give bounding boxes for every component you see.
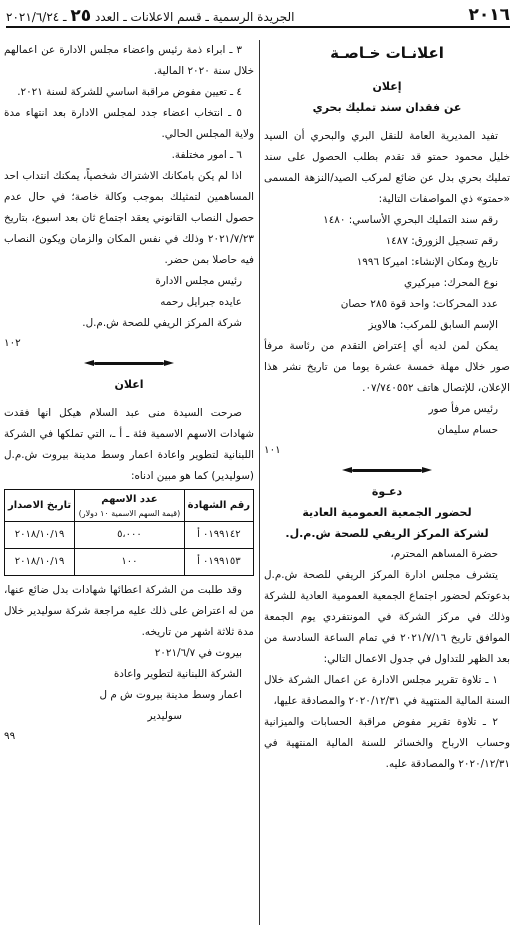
notice2-heading: دعـوة	[371, 485, 403, 498]
agenda-item: ٢ ـ تلاوة تقرير مفوض مراقبة الحسابات والميزانية وحساب الارباح والخسائر للسنة المالية المنتهية في ٢٠٢٠/١٢/٣١ والمصادقة عليه.	[264, 716, 510, 770]
col-header-date: تاريخ الاصدار	[5, 490, 75, 522]
spec-line: تاريخ ومكان الإنشاء: اميركا ١٩٩٦	[356, 256, 498, 268]
spec-line: رقم تسجيل الزورق: ١٤٨٧	[385, 235, 498, 247]
notice-number: ١٠٢	[4, 337, 21, 349]
cell-date: ٢٠١٨/١٠/١٩	[5, 522, 75, 549]
company-line: سوليدير	[147, 710, 182, 722]
notice1-heading: إعلان	[372, 80, 402, 93]
notice3-closing: وقد طلبت من الشركة اعطائها شهادات بدل ضائع عنها، من له اعتراض على ذلك عليه مراجعة شركة سوليدير خلال مدة ثلاثة اشهر من تاريخه.	[4, 584, 254, 638]
notice-number: ٩٩	[4, 730, 16, 742]
place-date: بيروت في ٢٠٢١/٦/٧	[154, 647, 242, 659]
cell-certificate: ٠١٩٩١٥٣ أ	[184, 549, 253, 576]
notice-number: ١٠١	[264, 444, 281, 456]
company-line: الشركة اللبنانية لتطوير واعادة	[113, 668, 242, 680]
cell-shares: ٥،٠٠٠	[75, 522, 185, 549]
left-column	[4, 40, 254, 925]
salutation: حضرة المساهم المحترم،	[390, 548, 498, 560]
col-header-shares	[75, 490, 185, 522]
notice1-body: تفيد المديرية العامة للنقل البري والبحري أن السيد خليل محمود حمتو قد تقدم بطلب الحصول على سند تمليك بحري بدل عن ضائع لمركب الصيد/النزهة المسمى «حمتو» ذي المواصفات التالية:	[264, 130, 510, 205]
table-header-row	[5, 490, 254, 522]
notice-divider	[4, 356, 254, 370]
spec-line: نوع المحرك: ميركيري	[403, 277, 498, 289]
spec-line: رقم سند التمليك البحري الأساسي: ١٤٨٠	[323, 214, 498, 226]
page-number: ٢٠١٦	[468, 5, 510, 25]
agenda-item: ٣ ـ ابراء ذمة رئيس واعضاء مجلس الادارة عن اعمالهم خلال سنة ٢٠٢٠ المالية.	[4, 44, 254, 77]
col-header-shares-label: عدد الاسهم	[101, 494, 158, 505]
agenda-item: ٦ ـ امور مختلفة.	[171, 149, 242, 161]
signer-title: رئيس مرفأ صور	[428, 403, 498, 415]
company-line: اعمار وسط مدينة بيروت ش م ل	[99, 689, 242, 701]
issue-date: ـ ٢٠٢١/٦/٢٤	[6, 10, 67, 24]
table-row	[5, 522, 254, 549]
signature-line: رئيس مجلس الادارة	[155, 275, 242, 287]
col-header-certificate: رقم الشهادة	[184, 490, 253, 522]
notice2-subheading: لحضور الجمعية العمومية العادية	[302, 506, 472, 519]
issue-number: ٢٥	[70, 6, 92, 26]
notice2-company: لشركة المركز الريفي للصحة ش.م.ل.	[285, 527, 489, 540]
notice3-body: صرحت السيدة منى عبد السلام هيكل انها فقدت شهادات الاسهم الاسمية فئة ـ أ ـ، التي تملكها في الشركة اللبنانية لتطوير واعادة اعمار وسط مدينة بيروت ش.م.ل (سوليدير) كما هو مبين ادناه:	[4, 407, 254, 482]
notice1-closing: يمكن لمن لديه أي إعتراض التقدم من رئاسة مرفأ صور خلال مهلة خمسة عشرة يوما من تاريخ نشر هذا الإعلان، للإتصال هاتف ٠٧/٧٤٠٥٥٢.	[264, 340, 510, 394]
right-column	[264, 40, 510, 925]
notice3-heading: اعلان	[114, 378, 144, 391]
table-row	[5, 549, 254, 576]
agenda-item: ٥ ـ انتخاب اعضاء جدد لمجلس الادارة بعد انتهاء مدة ولاية المجلس الحالي.	[4, 107, 254, 140]
share-certificates-table	[4, 489, 254, 576]
signer-name: حسام سليمان	[437, 424, 498, 436]
agenda-item: ٤ ـ تعيين مفوض مراقبة اساسي للشركة لسنة ٢٠٢١.	[17, 86, 242, 98]
gazette-title: الجريدة الرسمية ـ قسم الاعلانات ـ العدد	[94, 10, 295, 24]
page-header	[6, 4, 510, 28]
signature-line: عايده جبرايل رحمه	[160, 296, 242, 308]
notice-divider	[264, 463, 510, 477]
notice2-body: يتشرف مجلس ادارة المركز الريفي للصحة ش.م.ل بدعوتكم لحضور اجتماع الجمعية العمومية العادية للشركة وذلك في مركز الشركة في المونتفردي يوم الجمعة الموافق تاريخ ٢٠٢١/٧/١٦ في تمام الساعة السادسة من بعد الظهر للتداول في جدول الاعمال التالي:	[264, 569, 510, 665]
section-title: اعلانـات خـاصـة	[330, 44, 444, 62]
column-divider	[259, 40, 260, 925]
notice1-subheading: عن فقدان سند تمليك بحري	[312, 101, 462, 114]
cell-date: ٢٠١٨/١٠/١٩	[5, 549, 75, 576]
cell-shares: ١٠٠	[75, 549, 185, 576]
agenda-item: ١ ـ تلاوة تقرير مجلس الادارة عن اعمال الشركة خلال السنة المالية المنتهية في ٢٠٢٠/١٢/٣١ والمصادقة عليها،	[264, 674, 510, 707]
spec-line: الإسم السابق للمركب: هالاويز	[368, 319, 498, 331]
cell-certificate: ٠١٩٩١٤٢ أ	[184, 522, 253, 549]
signature-line: شركة المركز الريفي للصحة ش.م.ل.	[82, 317, 242, 329]
proxy-text: اذا لم يكن بامكانك الاشتراك شخصياً، يمكنك انتداب احد المساهمين لتمثيلك بموجب وكالة خاصة؛ في حال عدم حصول النصاب القانوني يعقد اجتماع ثان بعد اسبوع، بتاريخ ٢٠٢١/٧/٢٣ وذلك في نفس المكان والزمان ويكون النصاب فيه حاصلا بمن حضر.	[4, 170, 254, 266]
col-header-shares-note: (قيمة السهم الاسمية ١٠ دولار)	[78, 509, 181, 518]
gazette-issue-line	[6, 6, 294, 26]
spec-line: عدد المحركات: واحد قوة ٢٨٥ حصان	[340, 298, 498, 310]
